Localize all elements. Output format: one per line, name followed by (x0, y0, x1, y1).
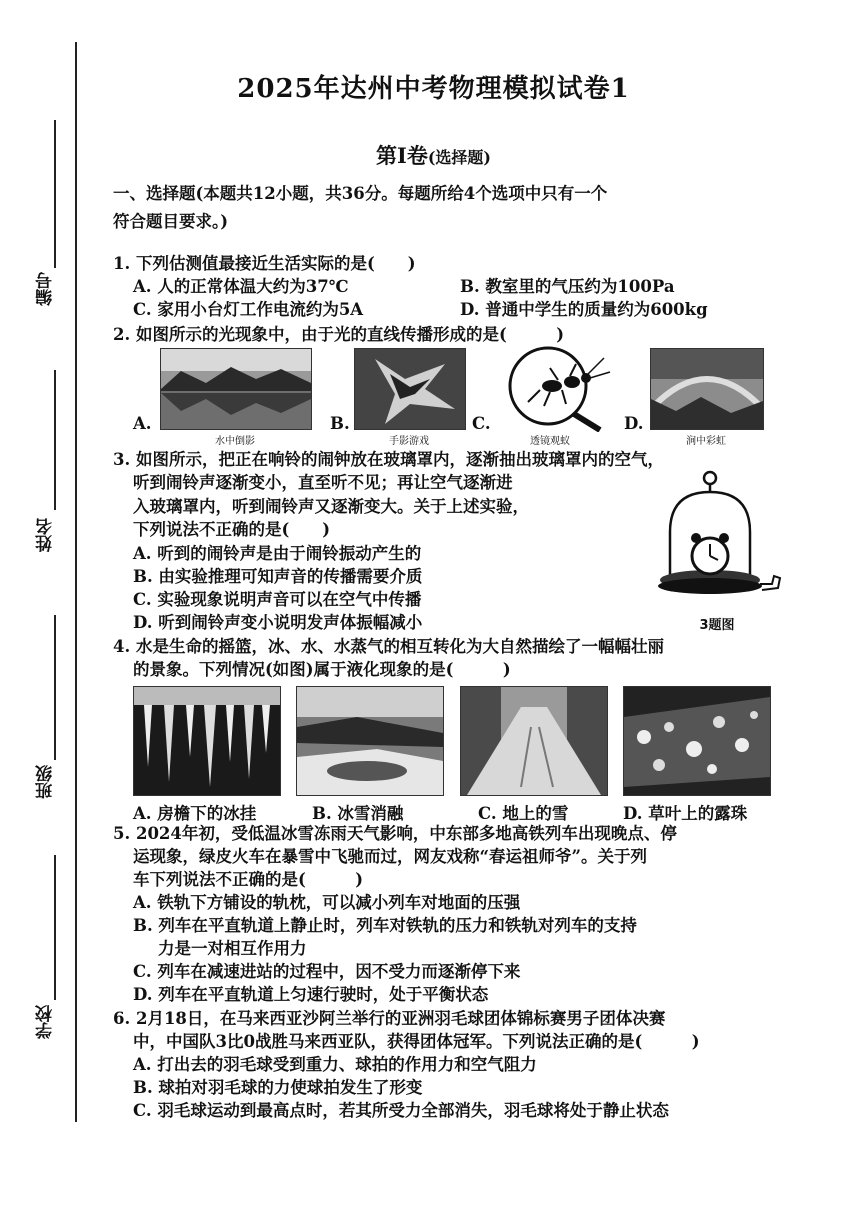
q2-caption-d: 涧中彩虹 (686, 436, 726, 447)
q4-caption-b: B. 冰雪消融 (312, 804, 404, 823)
q3-line-3: 入玻璃罩内，听到闹铃声又逐渐变大。关于上述实验， (133, 497, 529, 516)
sidebar-school (34, 855, 58, 1065)
school-label: 学校 (36, 1005, 56, 1039)
name-blank-line[interactable] (54, 370, 56, 510)
q2-caption-b: 手影游戏 (389, 436, 429, 447)
q3-line-4: 下列说法不正确的是( ) (133, 520, 331, 539)
q2-letter-d: D. (624, 414, 644, 433)
hand-shadow-photo (355, 349, 465, 429)
sidebar-class (34, 615, 58, 825)
school-blank-line[interactable] (54, 855, 56, 1000)
q5-line-1: 5. 2024年初，受低温冰雪冻雨天气影响，中东部多地高铁列车出现晚点、停 (113, 824, 677, 843)
sidebar-name (34, 370, 58, 570)
lake-reflection-photo (161, 349, 311, 429)
q2-stem: 2. 如图所示的光现象中，由于光的直线传播形成的是( ) (113, 325, 565, 344)
name-label: 姓名 (36, 518, 56, 552)
q2-letter-c: C. (472, 414, 491, 433)
melting-snow-photo (297, 687, 443, 795)
q4-image-snow-ground (460, 686, 608, 796)
bell-jar-clock-drawing (652, 470, 784, 610)
q3-option-c: C. 实验现象说明声音可以在空气中传播 (133, 590, 422, 609)
q3-line-2: 听到闹铃声逐渐变小，直至听不见；再让空气逐渐进 (133, 473, 513, 492)
section-title (0, 140, 867, 170)
q6-option-a: A. 打出去的羽毛球受到重力、球拍的作用力和空气阻力 (133, 1055, 537, 1074)
class-label: 班级 (36, 765, 56, 799)
q1-option-d: D. 普通中学生的质量约为600kg (460, 300, 708, 319)
binding-line (75, 42, 77, 1122)
number-label: 编号 (36, 272, 56, 306)
q1-stem: 1. 下列估测值最接近生活实际的是( ) (113, 254, 416, 273)
q4-line-1: 4. 水是生命的摇篮，冰、水、水蒸气的相互转化为大自然描绘了一幅幅壮丽 (113, 637, 664, 656)
q6-line-1: 6. 2月18日，在马来西亚沙阿兰举行的亚洲羽毛球团体锦标赛男子团体决赛 (113, 1009, 666, 1028)
q6-option-c: C. 羽毛球运动到最高点时，若其所受力全部消失，羽毛球将处于静止状态 (133, 1101, 669, 1120)
page-title: 2025年达州中考物理模拟试卷1 (237, 74, 630, 104)
magnifier-ant-drawing (500, 344, 620, 432)
q5-option-c: C. 列车在减速进站的过程中，因不受力而逐渐停下来 (133, 962, 521, 981)
q5-option-b-2: 力是一对相互作用力 (158, 939, 307, 958)
q4-image-dew (623, 686, 771, 796)
q3-option-d: D. 听到闹铃声变小说明发声体振幅减小 (133, 613, 423, 632)
q4-line-2: 的景象。下列情况(如图)属于液化现象的是( ) (133, 660, 511, 679)
q2-caption-c: 透镜观蚁 (530, 436, 570, 447)
q4-caption-d: D. 草叶上的露珠 (623, 804, 748, 823)
q4-image-melting (296, 686, 444, 796)
q6-option-b: B. 球拍对羽毛球的力使球拍发生了形变 (133, 1078, 423, 1097)
q2-image-shadow (354, 348, 466, 430)
q2-image-reflection (160, 348, 312, 430)
section-title-sub: (选择题) (427, 148, 491, 167)
q3-figure-caption: 3题图 (699, 618, 735, 633)
section-heading-2: 符合题目要求。) (113, 212, 229, 231)
q2-image-lens (500, 344, 620, 432)
q2-caption-a: 水中倒影 (215, 436, 255, 447)
section-title-main: 第Ⅰ卷 (376, 143, 428, 168)
q4-caption-a: A. 房檐下的冰挂 (133, 804, 257, 823)
q5-option-a: A. 铁轨下方铺设的轨枕，可以减小列车对地面的压强 (133, 893, 521, 912)
q3-option-a: A. 听到的闹铃声是由于闹铃振动产生的 (133, 544, 422, 563)
snowy-path-photo (461, 687, 607, 795)
q1-option-b: B. 教室里的气压约为100Pa (460, 277, 675, 296)
q4-image-icicles (133, 686, 281, 796)
rainbow-photo (651, 349, 763, 429)
q3-line-1: 3. 如图所示，把正在响铃的闹钟放在玻璃罩内，逐渐抽出玻璃罩内的空气， (113, 450, 664, 469)
q1-option-c: C. 家用小台灯工作电流约为5A (133, 300, 364, 319)
q5-line-2: 运现象，绿皮火车在暴雪中飞驰而过，网友戏称“春运祖师爷”。关于列 (133, 847, 647, 866)
q5-option-d: D. 列车在平直轨道上匀速行驶时，处于平衡状态 (133, 985, 489, 1004)
dew-drops-photo (624, 687, 770, 795)
q3-option-b: B. 由实验推理可知声音的传播需要介质 (133, 567, 423, 586)
q3-figure-bell-jar (652, 470, 784, 610)
q6-line-2: 中，中国队3比0战胜马来西亚队，获得团体冠军。下列说法正确的是( ) (133, 1032, 700, 1051)
q5-line-3: 车下列说法不正确的是( ) (133, 870, 364, 889)
q1-option-a: A. 人的正常体温大约为37℃ (133, 277, 349, 296)
q2-letter-a: A. (133, 414, 152, 433)
icicles-photo (134, 687, 280, 795)
q5-option-b-1: B. 列车在平直轨道上静止时，列车对铁轨的压力和铁轨对列车的支持 (133, 916, 637, 935)
q2-letter-b: B. (330, 414, 350, 433)
q4-caption-c: C. 地上的雪 (478, 804, 569, 823)
q2-image-rainbow (650, 348, 764, 430)
section-heading-1: 一、选择题(本题共12小题，共36分。每题所给4个选项中只有一个 (113, 184, 608, 203)
class-blank-line[interactable] (54, 615, 56, 760)
